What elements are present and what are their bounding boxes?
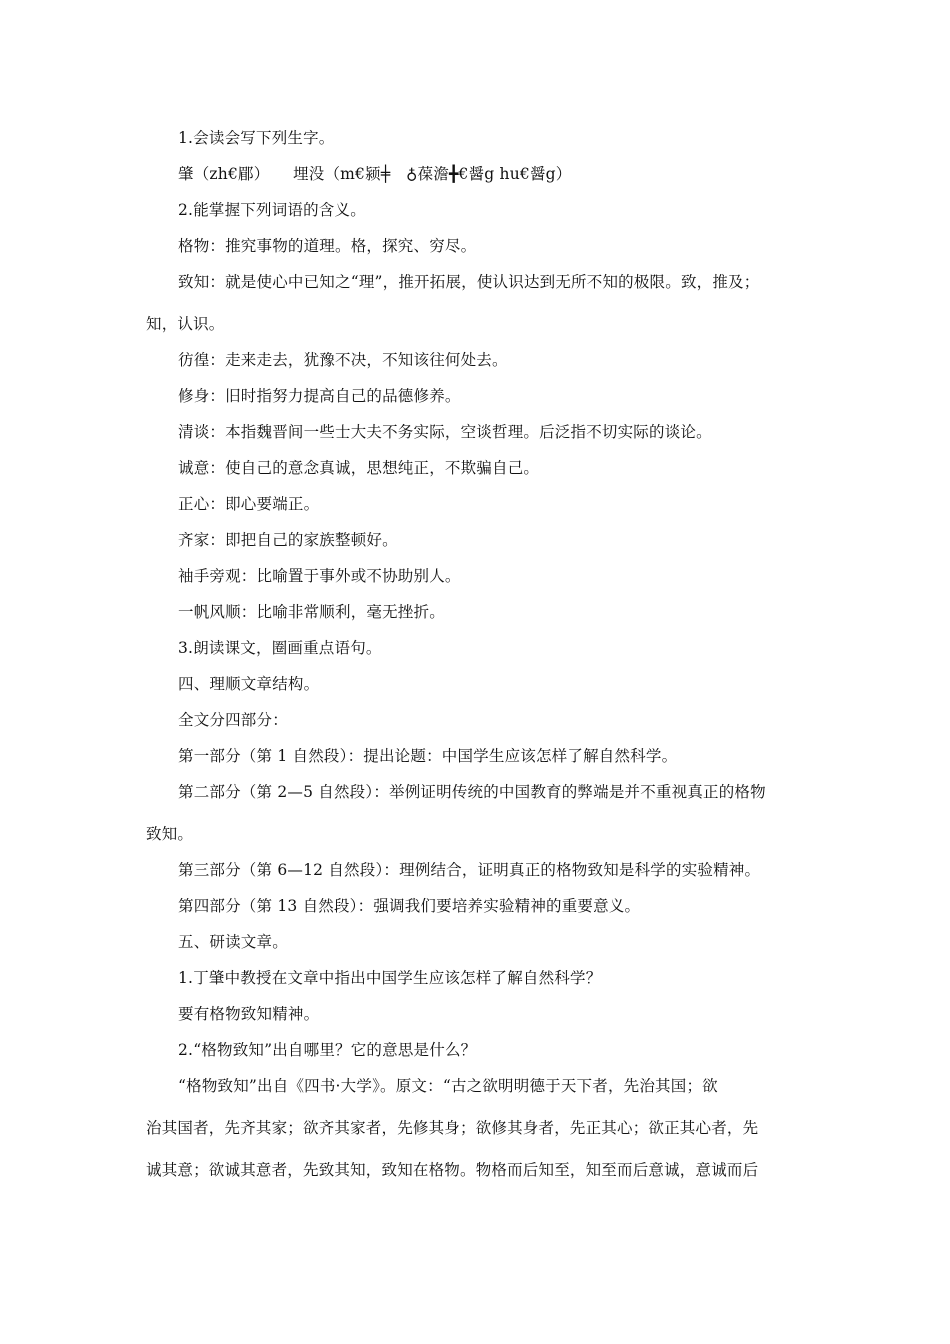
section-item-1-heading: 1.会读会写下列生字。 [178, 129, 335, 147]
structure-part-2: 第二部分（第 2—5 自然段）：举例证明传统的中国教育的弊端是并不重视真正的格物 [178, 783, 766, 801]
structure-part-4: 第四部分（第 13 自然段）：强调我们要培养实验精神的重要意义。 [178, 897, 641, 915]
definition-xiushen: 修身：旧时指努力提高自己的品德修养。 [178, 387, 461, 405]
section-item-2-heading: 2.能掌握下列词语的含义。 [178, 201, 366, 219]
structure-intro: 全文分四部分： [178, 711, 288, 729]
section-four-heading: 四、理顺文章结构。 [178, 675, 320, 693]
definition-zhizhi-continued: 知，认识。 [146, 315, 225, 333]
definition-chengyi: 诚意：使自己的意念真诚，思想纯正，不欺骗自己。 [178, 459, 540, 477]
definition-zhengxin: 正心：即心要端正。 [178, 495, 320, 513]
answer-2-line-2: 治其国者，先齐其家；欲齐其家者，先修其身；欲修其身者，先正其心；欲正其心者，先 [146, 1119, 759, 1137]
structure-part-2-continued: 致知。 [146, 825, 194, 843]
question-1: 1.丁肇中教授在文章中指出中国学生应该怎样了解自然科学？ [178, 969, 602, 987]
structure-part-3: 第三部分（第 6—12 自然段）：理例结合，证明真正的格物致知是科学的实验精神。 [178, 861, 761, 879]
definition-panghuang: 彷徨：走来走去，犹豫不决，不知该往何处去。 [178, 351, 508, 369]
definition-xiushou: 袖手旁观：比喻置于事外或不协助别人。 [178, 567, 461, 585]
question-2: 2.“格物致知”出自哪里？它的意思是什么？ [178, 1041, 477, 1059]
definition-zhizhi: 致知：就是使心中已知之“理”，推开拓展，使认识达到无所不知的极限。致，推及； [178, 273, 760, 291]
definition-gewu: 格物：推究事物的道理。格，探究、穷尽。 [178, 237, 477, 255]
definition-qingtan: 清谈：本指魏晋间一些士大夫不务实际，空谈哲理。后泛指不切实际的谈论。 [178, 423, 712, 441]
answer-2-line-1: “格物致知”出自《四书·大学》。原文：“古之欲明明德于天下者，先治其国；欲 [178, 1077, 718, 1095]
answer-1: 要有格物致知精神。 [178, 1005, 320, 1023]
definition-qijia: 齐家：即把自己的家族整顿好。 [178, 531, 398, 549]
character-pronunciation-line: 肇（zh€郿） 埋没（m€颍╪ ♁葆澹╋€醤g hu€醤g） [178, 165, 572, 183]
section-item-3-heading: 3.朗读课文，圈画重点语句。 [178, 639, 382, 657]
section-five-heading: 五、研读文章。 [178, 933, 288, 951]
answer-2-line-3: 诚其意；欲诚其意者，先致其知，致知在格物。物格而后知至，知至而后意诚，意诚而后 [146, 1161, 759, 1179]
definition-yifan: 一帆风顺：比喻非常顺利，毫无挫折。 [178, 603, 445, 621]
structure-part-1: 第一部分（第 1 自然段）：提出论题：中国学生应该怎样了解自然科学。 [178, 747, 678, 765]
